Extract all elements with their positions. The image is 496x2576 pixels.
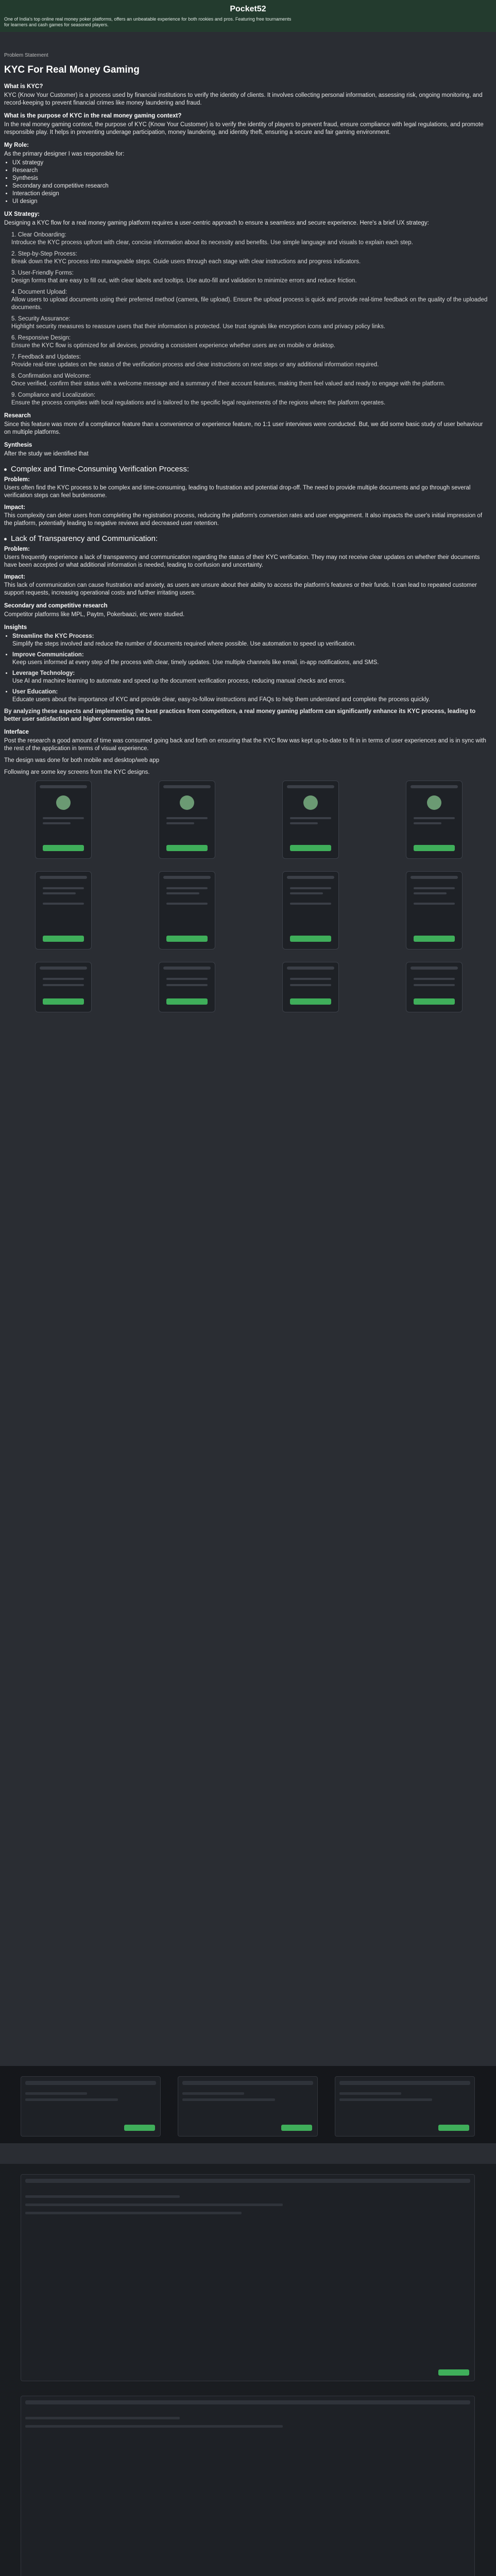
list-item: • UI design [12, 198, 488, 206]
bullet-icon [4, 538, 7, 540]
strategy-item-text: Ensure the process complies with local regulations and is tailored to the specific legal requirements of the regions where the platform operates. [11, 400, 386, 406]
insight-item [12, 670, 488, 685]
list-item: • Research [12, 167, 488, 175]
insight-title: • Leverage Technology: [12, 670, 75, 676]
mobile-screens-row-3 [4, 962, 488, 1019]
strategy-item-title: 5. Security Assurance: [11, 316, 71, 322]
interface-text-2: The design was done for both mobile and desktop/web app [4, 757, 160, 764]
secondary-research-text: Competitor platforms like MPL, Paytm, Pokerbaazi, etc were studied. [4, 612, 185, 618]
strategy-item-text: Design forms that are easy to fill out, with clear labels and tooltips. Use auto-fill and validation to minimize errors and reduce friction. [11, 278, 357, 284]
issue-heading [4, 465, 488, 473]
insights-heading: Insights [4, 624, 27, 631]
strategy-item [4, 353, 488, 369]
issue-heading [4, 535, 488, 543]
mobile-screen [406, 871, 463, 950]
synthesis-heading: Synthesis [4, 442, 32, 448]
problem-statement-label: Problem Statement [4, 53, 48, 58]
impact-label: Impact: [4, 504, 25, 511]
list-item: • Interaction design [12, 190, 488, 198]
strategy-item-text: Highlight security measures to reassure users that their information is protected. Use trust signals like encryption icons and privacy policy links. [11, 324, 386, 330]
purpose-text: In the real money gaming context, the purpose of KYC (Know Your Customer) is to verify the identity of players to prevent fraud, ensure compliance with legal regulations, and promote responsible play. It helps in preventing underage participation, money laundering, and identity theft, ensuring a secure and fair gaming environment. [4, 122, 484, 135]
insight-text: Keep users informed at every step of the process with clear, timely updates. Use multiple channels like email, in-app notifications, and SMS. [12, 659, 379, 666]
desktop-screen [335, 2076, 475, 2137]
strategy-item-text: Ensure the KYC flow is optimized for all devices, providing a consistent experience whether users are on mobile or desktop. [11, 343, 335, 349]
synthesis-text: After the study we identified that [4, 451, 89, 457]
mobile-screen [159, 871, 215, 950]
strategy-item-text: Once verified, confirm their status with a welcome message and a summary of their account features, making them feel valued and ready to engage with the platform. [11, 381, 446, 387]
ux-strategy-list [4, 231, 488, 407]
mobile-screen [35, 781, 92, 859]
impact-text: This complexity can deter users from completing the registration process, reducing the platform's conversion rates and user engagement. It also impacts the user's initial impression of the platform, potentially leading to negative reviews and decreased user retention. [4, 513, 483, 527]
purpose-heading: What is the purpose of KYC in the real money gaming context? [4, 113, 182, 119]
strategy-item [4, 392, 488, 407]
ux-strategy-intro: Designing a KYC flow for a real money gaming platform requires a user-centric approach to ensure a seamless and secure experience. Here's a brief UX strategy: [4, 220, 429, 226]
what-is-kyc-text: KYC (Know Your Customer) is a process used by financial institutions to verify the identity of clients. It involves collecting personal information, assessing risk, ongoing monitoring, and record-keeping to prevent financial crimes like money laundering and fraud. [4, 92, 483, 106]
strategy-item-title: 8. Confirmation and Welcome: [11, 373, 91, 379]
desktop-screen [178, 2076, 318, 2137]
strategy-item [4, 231, 488, 247]
strategy-item [4, 334, 488, 350]
interface-text-1: Post the research a good amount of time was consumed going back and forth on ensuring that the KYC flow was kept up-to-date to fit in in terms of user experiences and is in sync with the rest of the application in terms of visual experience. [4, 738, 486, 752]
strategy-item [4, 250, 488, 266]
brand-tagline: One of India's top online real money poker platforms, offers an unbeatable experience for both rookies and pros. Featuring free tournaments for learners and cash games for seasoned players. [4, 16, 292, 27]
desktop-screens-gallery [0, 2164, 496, 2576]
desktop-screen [21, 2076, 161, 2137]
case-study-content [4, 52, 488, 1022]
strategy-item-title: 9. Compliance and Localization: [11, 392, 96, 398]
strategy-item-title: 2. Step-by-Step Process: [11, 251, 77, 257]
problem-label: Problem: [4, 546, 30, 552]
issue-title: Complex and Time-Consuming Verification Process: [11, 465, 189, 473]
mobile-screens-row-1 [4, 781, 488, 868]
bullet-icon [4, 468, 7, 471]
role-list [4, 159, 488, 206]
mobile-screens-row-2 [4, 871, 488, 959]
secondary-research-heading: Secondary and competitive research [4, 603, 108, 609]
mobile-screen [282, 962, 339, 1012]
problem-text: Users frequently experience a lack of transparency and communication regarding the status of their KYC verification. They may not receive clear updates on whether their documents have been accepted or what additional information is needed, leading to confusion and uncertainty. [4, 554, 480, 568]
strategy-item-text: Introduce the KYC process upfront with clear, concise information about its necessity and benefits. Use simple language and visuals to explain each step. [11, 240, 413, 246]
desktop-screens-band-1 [0, 2066, 496, 2143]
strategy-item-text: Provide real-time updates on the status of the verification process and clear instructions on next steps or any additional information required. [11, 362, 379, 368]
brand-title: Pocket52 [230, 5, 266, 13]
desktop-screen-large [21, 2174, 475, 2381]
insight-title: • User Education: [12, 689, 58, 695]
strategy-item-text: Allow users to upload documents using their preferred method (camera, file upload). Ensure the upload process is quick and provide real-time feedback on the quality of the uploaded documents. [11, 297, 488, 311]
insight-title: • Improve Communication: [12, 652, 84, 658]
what-is-kyc-heading: What is KYC? [4, 83, 43, 90]
strategy-item-title: 3. User-Friendly Forms: [11, 270, 74, 276]
mobile-screen [282, 871, 339, 950]
insight-text: Use AI and machine learning to automate and speed up the document verification process, reducing manual checks and errors. [12, 678, 346, 684]
strategy-item [4, 289, 488, 312]
mobile-screen [159, 962, 215, 1012]
strategy-item [4, 269, 488, 285]
problem-text: Users often find the KYC process to be complex and time-consuming, leading to frustration and potential drop-off. The need to provide multiple documents and go through several verification steps can feel burdensome. [4, 485, 471, 499]
page-title: KYC For Real Money Gaming [4, 64, 140, 75]
role-heading: My Role: [4, 142, 29, 148]
mobile-screen [406, 962, 463, 1012]
list-item: • Secondary and competitive research [12, 182, 488, 190]
mobile-screen [282, 781, 339, 859]
insight-item [12, 651, 488, 667]
role-intro: As the primary designer I was responsible for: [4, 151, 125, 157]
strategy-item-title: 6. Responsive Design: [11, 335, 71, 341]
issue-title: Lack of Transparency and Communication: [11, 534, 158, 543]
list-item: • UX strategy [12, 159, 488, 167]
impact-text: This lack of communication can cause frustration and anxiety, as users are unsure about their ability to access the platform's features or their funds. It can lead to repeated customer support requests, increasing operational costs and further irritating users. [4, 582, 477, 596]
strategy-item-title: 1. Clear Onboarding: [11, 232, 66, 238]
mobile-screen [35, 962, 92, 1012]
mobile-screen [159, 781, 215, 859]
impact-label: Impact: [4, 574, 25, 580]
interface-heading: Interface [4, 729, 29, 735]
mobile-screen [35, 871, 92, 950]
problem-label: Problem: [4, 477, 30, 483]
research-heading: Research [4, 413, 31, 419]
insight-item [12, 688, 488, 704]
insights-closing: By analyzing these aspects and implementing the best practices from competitors, a real money gaming platform can significantly enhance its KYC process, leading to better user satisfaction and higher conversion rates. [4, 708, 476, 722]
strategy-item-title: 4. Document Upload: [11, 289, 67, 295]
list-item: • Synthesis [12, 175, 488, 182]
insight-text: Educate users about the importance of KYC and provide clear, easy-to-follow instructions and FAQs to help them understand and complete the process quickly. [12, 697, 430, 703]
insights-list [4, 633, 488, 704]
mobile-screen [406, 781, 463, 859]
strategy-item-text: Break down the KYC process into manageable steps. Guide users through each stage with clear instructions and progress indicators. [11, 259, 361, 265]
interface-text-3: Following are some key screens from the KYC designs. [4, 769, 150, 775]
strategy-item [4, 315, 488, 331]
desktop-screen-large [21, 2396, 475, 2576]
strategy-item-title: 7. Feedback and Updates: [11, 354, 81, 360]
ux-strategy-heading: UX Strategy: [4, 211, 40, 217]
insight-title: • Streamline the KYC Process: [12, 633, 94, 639]
research-text: Since this feature was more of a compliance feature than a convenience or experience feature, no 1:1 user interviews were conducted. But, we did some basic study of user behaviour on multiple platforms. [4, 421, 483, 435]
strategy-item [4, 372, 488, 388]
insight-text: Simplify the steps involved and reduce the number of documents required where possible. Use automation to speed up verification. [12, 641, 356, 647]
insight-item [12, 633, 488, 648]
